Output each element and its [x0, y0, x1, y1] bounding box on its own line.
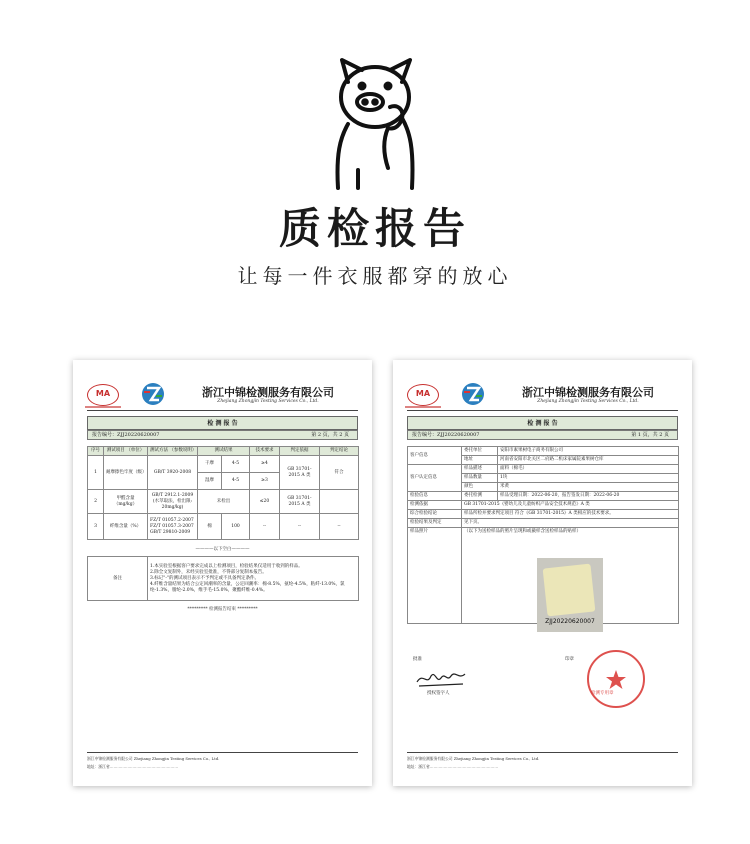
col-header: 测试项目 （单位） — [104, 447, 148, 456]
page-subtitle: 让每一件衣服都穿的放心 — [237, 264, 513, 288]
report-footer: 浙江中锦检测服务有限公司 Zhejiang Zhongjin Testing Services Co., Ltd. 地址：浙江省……………………………………………… — [407, 756, 540, 769]
col-header: 技术要求 — [250, 447, 280, 456]
fabric-swatch — [543, 564, 596, 617]
table-row: 1 耐摩擦色牢度（级） GB/T 3920-2008 干摩 4-5 ≥4 GB 31701-2015 A 类 符合 — [88, 456, 359, 473]
page-indicator: 第 2 页，共 2 页 — [311, 432, 349, 438]
table-end-note: ————以下空白———— — [195, 547, 250, 552]
ma-certification-logo: MA — [407, 384, 439, 406]
report-sheet-summary — [393, 360, 692, 786]
page-indicator: 第 1 页，共 2 页 — [631, 432, 669, 438]
report-number: 报告编号：ZJJ20220620007 — [412, 432, 480, 438]
report-number-row — [87, 430, 358, 440]
approver-label: 批准 — [413, 657, 422, 662]
company-name-en: Zhejiang Zhongjin Testing Services Co., Ltd. — [537, 399, 639, 404]
ma-logo-underline — [405, 406, 441, 408]
table-row: 湿摩 4-5 ≥3 — [88, 473, 359, 490]
report-sheet-results — [73, 360, 372, 786]
table-header-row — [88, 447, 359, 456]
company-name-en: Zhejiang Zhongjin Testing Services Co., Ltd. — [217, 399, 319, 404]
report-number-row — [407, 430, 678, 440]
report-title-bar: 检 测 报 告 — [407, 416, 678, 430]
remarks-table — [87, 556, 359, 601]
pig-mascot-illustration — [318, 52, 432, 192]
table-row: 样品数量 1块 — [408, 474, 679, 483]
zj-company-logo-icon — [141, 382, 165, 406]
col-header: 序号 — [88, 447, 104, 456]
sample-code: ZJJ20220620007 — [545, 618, 595, 625]
header-divider — [407, 410, 678, 411]
remarks-row — [88, 557, 359, 601]
handwritten-signature — [413, 666, 473, 692]
table-row: 检验结果及判定 见下页。 — [408, 519, 679, 528]
remarks-text: 1.本实验室根据客户要求完成以上检测项目，检验结果仅适用于收到的样品。 2.除全文复制外，未经实验室批准，不得部分复制本报告。 3.标记"-"的测试项目表示不予判定或不具备判定条件。 4.纤维含量结果为结合公定回潮率的含量，公定回潮率：棉-8.5%，氨纶-4.5%，粘纤-13.0%，氯纶-1.3%，腈纶-2.0%，维手毛-15.0%，聚酯纤维-0.4%。 — [148, 557, 359, 601]
report-end-mark: ********* 检测报告结束 ********* — [187, 607, 258, 612]
company-name-cn: 浙江中锦检测服务有限公司 — [202, 386, 334, 399]
company-name-cn: 浙江中锦检测服务有限公司 — [522, 386, 654, 399]
stamp-caption: 检测专用章 — [591, 691, 614, 696]
table-row: 颜色 米黄 — [408, 483, 679, 492]
table-row: 综合检验结论 样品所检并要求判定项目 符合《GB 31701-2015》A 类相应的技术要求。 — [408, 510, 679, 519]
report-title-bar: 检 测 报 告 — [87, 416, 358, 430]
remarks-label: 备注 — [88, 557, 148, 601]
col-header: 测试结果 — [198, 447, 250, 456]
report-number: 报告编号：ZJJ20220620007 — [92, 432, 160, 438]
table-row: 检验信息 委托检测 样品受理日期：2022-06-20，报告签发日期：2022-06-20 — [408, 492, 679, 501]
table-row: 客户认定信息 样品描述 面料（棉毛） — [408, 465, 679, 474]
table-row: 地址 河南省安阳市北关区二府路二机床家属院素果树仓库 — [408, 456, 679, 465]
results-table — [87, 446, 359, 540]
stamp-label: 印章 — [565, 657, 574, 662]
table-row: 样品照片 （以下为送检样品的照片呈现和或截样含送检样品的贴样） — [408, 528, 679, 624]
official-seal-stamp — [585, 648, 647, 710]
sample-photo — [537, 558, 603, 632]
table-row: 2 甲醛含量（mg/kg） GB/T 2912.1-2009 (水萃取法，检出限: 20mg/kg) 未检出 ≤20 GB 31701-2015 A 类 — [88, 490, 359, 514]
ma-certification-logo: MA — [87, 384, 119, 406]
col-header: 测试方法 （参数说明） — [148, 447, 198, 456]
table-row: 客户信息 委托单位 安阳市素果树电子商务有限公司 — [408, 447, 679, 456]
ma-logo-underline — [85, 406, 121, 408]
table-row: 检测依据 GB 31701-2015《婴幼儿及儿童纺织产品安全技术规范》A 类 — [408, 501, 679, 510]
col-header: 判定结论 — [320, 447, 359, 456]
table-row: 3 纤维含量（%） FZ/T 01057.2-2007 FZ/T 01057.3-2007 GB/T 29810-2009 棉 100 -- -- -- — [88, 514, 359, 540]
page-title: 质检报告 — [278, 204, 471, 253]
footer-divider — [407, 752, 678, 753]
zj-company-logo-icon — [461, 382, 485, 406]
header-divider — [87, 410, 358, 411]
footer-divider — [87, 752, 358, 753]
col-header: 判定依据 — [280, 447, 320, 456]
approver-sublabel: 授权签字人 — [427, 691, 450, 696]
report-footer: 浙江中锦检测服务有限公司 Zhejiang Zhongjin Testing Services Co., Ltd. 地址：浙江省……………………………………………… — [87, 756, 220, 769]
